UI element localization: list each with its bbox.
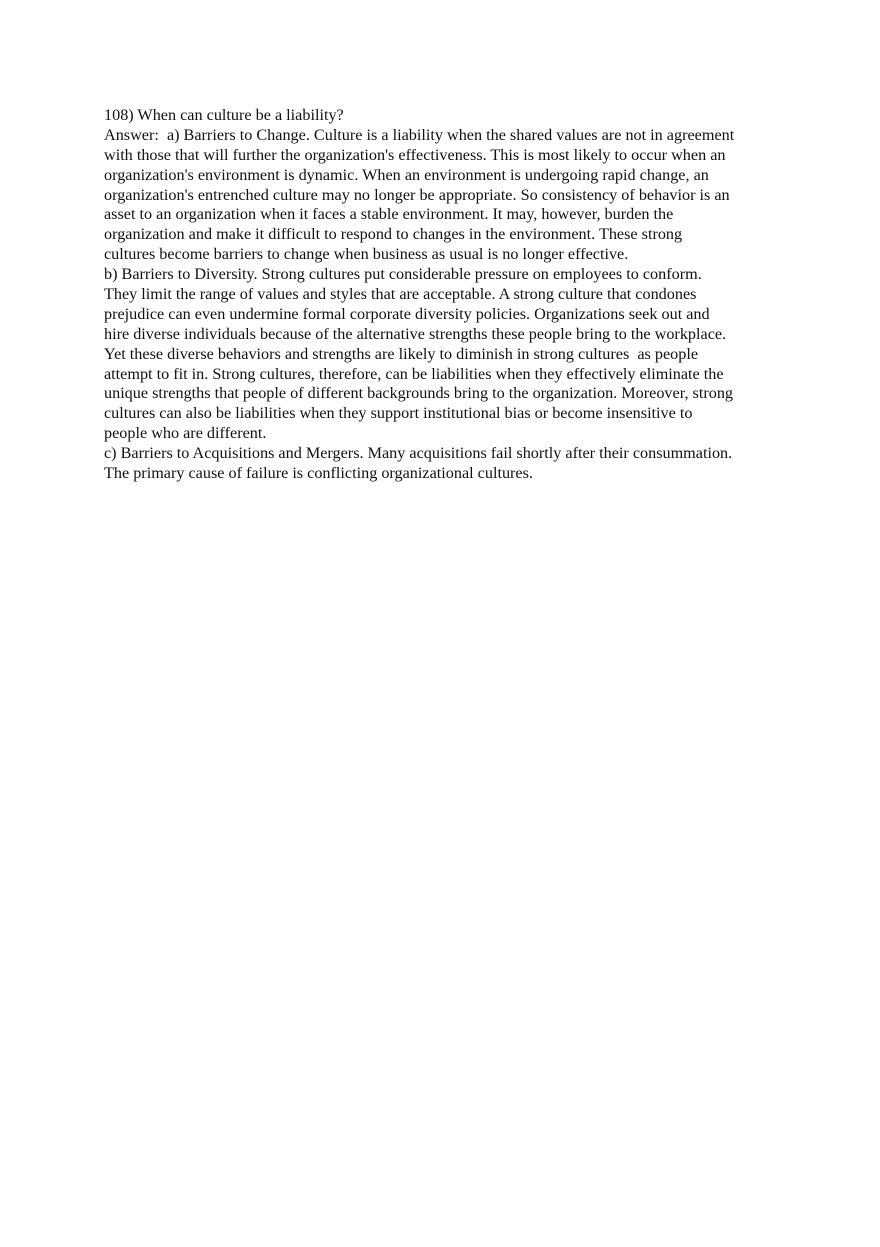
- answer-line: prejudice can even undermine formal corporate diversity policies. Organizations seek out and: [104, 304, 710, 323]
- answer-line: organization's entrenched culture may no longer be appropriate. So consistency of behavior is an: [104, 185, 730, 204]
- answer-line: cultures become barriers to change when business as usual is no longer effective.: [104, 245, 629, 264]
- answer-line: people who are different.: [104, 424, 267, 443]
- answer-line: They limit the range of values and styles that are acceptable. A strong culture that condones: [104, 285, 697, 304]
- answer-line: organization's environment is dynamic. When an environment is undergoing rapid change, an: [104, 165, 709, 184]
- answer-line: hire diverse individuals because of the alternative strengths these people bring to the workplace.: [104, 324, 727, 343]
- answer-line: cultures can also be liabilities when they support institutional bias or become insensitive to: [104, 404, 693, 423]
- answer-line: c) Barriers to Acquisitions and Mergers. Many acquisitions fail shortly after their consummation.: [104, 444, 733, 463]
- answer-line: Answer: a) Barriers to Change. Culture is a liability when the shared values are not in agreement: [104, 125, 735, 144]
- question-line: 108) When can culture be a liability?: [104, 106, 344, 124]
- question-answer-text: [104, 106, 794, 484]
- answer-line: asset to an organization when it faces a stable environment. It may, however, burden the: [104, 205, 674, 224]
- answer-line: attempt to fit in. Strong cultures, therefore, can be liabilities when they effectively eliminate the: [104, 364, 724, 383]
- answer-line: unique strengths that people of different backgrounds bring to the organization. Moreover, strong: [104, 384, 734, 403]
- answer-line: b) Barriers to Diversity. Strong cultures put considerable pressure on employees to conform.: [104, 265, 702, 284]
- answer-line: with those that will further the organization's effectiveness. This is most likely to occur when an: [104, 145, 726, 164]
- answer-line: The primary cause of failure is conflicting organizational cultures.: [104, 464, 533, 483]
- answer-line: Yet these diverse behaviors and strengths are likely to diminish in strong cultures as people: [104, 344, 699, 363]
- answer-line: organization and make it difficult to respond to changes in the environment. These strong: [104, 225, 683, 244]
